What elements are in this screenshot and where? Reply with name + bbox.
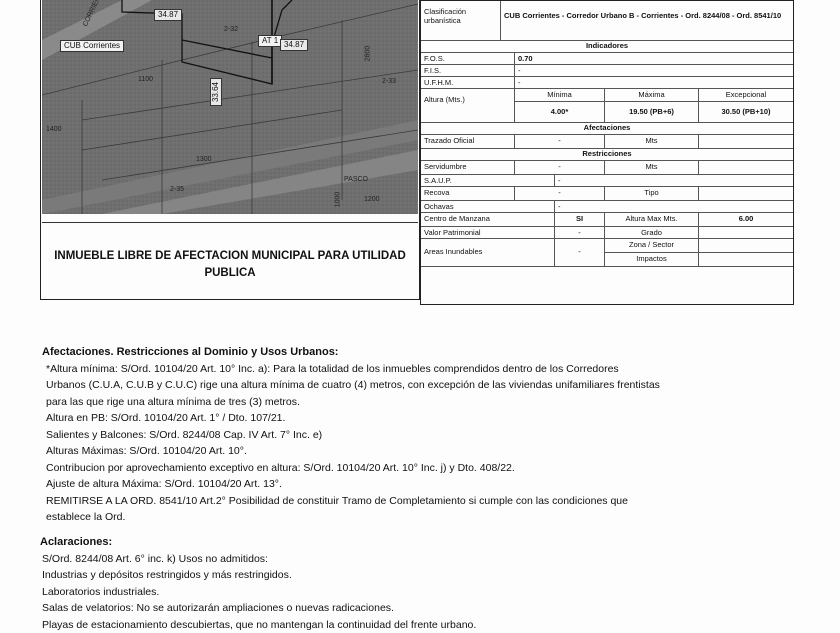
parcel-number: 2800 — [364, 46, 371, 62]
minima-value: 4.00* — [515, 102, 605, 122]
altura-max-label: Altura Max Mts. — [605, 213, 699, 226]
table-row — [421, 175, 793, 187]
text-line: REMITIRSE A LA ORD. 8541/10 Art.2° Posibilidad de constituir Tramo de Completamiento si cumple con las condiciones que — [46, 493, 822, 510]
grado-label: Grado — [605, 227, 699, 238]
maxima-value: 19.50 (PB+6) — [605, 102, 699, 122]
fis-label: F.I.S. — [421, 65, 515, 76]
fos-value: 0.70 — [515, 53, 793, 64]
trazado-extra — [699, 135, 793, 148]
servidumbre-extra — [699, 161, 793, 174]
at-label: AT 1 — [258, 35, 282, 47]
minima-label: Mínima — [515, 89, 605, 102]
text-line: Alturas Máximas: S/Ord. 10104/20 Art. 10°. — [46, 443, 822, 460]
saup-label: S.A.U.P. — [421, 175, 555, 186]
table-row — [421, 213, 793, 227]
dimension-label: 34.87 — [280, 39, 308, 51]
table-row — [421, 65, 793, 77]
maxima-label: Máxima — [605, 89, 699, 102]
text-line: *Altura mínima: S/Ord. 10104/20 Art. 10° Inc. a): Para la totalidad de los inmuebles comprendidos dentro de los Corredores — [46, 361, 822, 378]
recova-extra — [699, 187, 793, 200]
dimension-label: 34.87 — [154, 9, 182, 21]
afectaciones-header: Afectaciones — [421, 123, 793, 135]
parcel-number: 1100 — [138, 76, 153, 83]
ochavas-value: - — [555, 201, 793, 212]
text-line: Laboratorios industriales. — [42, 584, 820, 601]
grado-value — [699, 227, 793, 238]
ufhm-label: U.F.H.M. — [421, 77, 515, 88]
table-row — [421, 227, 793, 239]
zoning-table — [420, 0, 794, 305]
impactos-label: Impactos — [605, 253, 699, 267]
table-row — [421, 239, 793, 267]
notice-box — [42, 228, 418, 298]
parcel-number: 1300 — [196, 156, 212, 163]
parcel-number: 1000 — [334, 192, 341, 208]
parcel-number: 2-35 — [170, 186, 184, 193]
text-line: S/Ord. 8244/08 Art. 6° inc. k) Usos no admitidos: — [42, 551, 820, 568]
excepcional-label: Excepcional — [699, 89, 793, 102]
text-line: Urbanos (C.U.A, C.U.B y C.U.C) rige una altura mínima de cuatro (4) metros, con excepción de las viviendas unifamiliares frentistas — [46, 377, 822, 394]
divider — [42, 222, 418, 223]
street-label-pasco: PASCO — [344, 176, 368, 183]
patrimonial-value: - — [555, 227, 605, 238]
impactos-value — [699, 253, 793, 267]
parcel-number: 1200 — [364, 196, 380, 203]
afectaciones-title: Afectaciones. Restricciones al Dominio y Usos Urbanos: — [42, 344, 822, 361]
ochavas-label: Ochavas — [421, 201, 555, 212]
text-line: Salas de velatorios: No se autorizarán ampliaciones o nuevas radicaciones. — [42, 600, 820, 617]
aclaraciones-section — [40, 534, 820, 633]
centro-value: SI — [555, 213, 605, 226]
ufhm-value: - — [515, 77, 793, 88]
parcel-number: 2-33 — [382, 78, 396, 85]
text-line: Altura en PB: S/Ord. 10104/20 Art. 1° / Dto. 107/21. — [46, 410, 822, 427]
centro-label: Centro de Manzana — [421, 213, 555, 226]
patrimonial-label: Valor Patrimonial — [421, 227, 555, 238]
servidumbre-value: - — [515, 161, 605, 174]
text-line: Salientes y Balcones: S/Ord. 8244/08 Cap. IV Art. 7° Inc. e) — [46, 427, 822, 444]
table-row — [421, 161, 793, 175]
clasificacion-label: Clasificación urbanística — [421, 1, 501, 40]
inundables-label: Areas Inundables — [421, 239, 555, 266]
altura-max-value: 6.00 — [699, 213, 793, 226]
street-label-cub-corrientes: CUB Corrientes — [60, 40, 124, 52]
recova-value: - — [515, 187, 605, 200]
restricciones-header: Restricciones — [421, 149, 793, 161]
dimension-label: 33.64 — [210, 78, 222, 106]
mts-label: Mts — [605, 135, 699, 148]
recova-label: Recova — [421, 187, 515, 200]
text-line: Ajuste de altura Máxima: S/Ord. 10104/20 Art. 13°. — [46, 476, 822, 493]
mts-label: Mts — [605, 161, 699, 174]
parcel-number: 1400 — [46, 126, 62, 133]
text-line: Contribucion por aprovechamiento exceptivo en altura: S/Ord. 10104/20 Art. 10° Inc. j) y Dto. 408/22. — [46, 460, 822, 477]
fos-label: F.O.S. — [421, 53, 515, 64]
table-row — [421, 201, 793, 213]
excepcional-value: 30.50 (PB+10) — [699, 102, 793, 122]
afectaciones-section — [42, 344, 822, 526]
table-row — [421, 1, 793, 41]
parcel-number: 2-32 — [224, 26, 238, 33]
table-row — [421, 187, 793, 201]
zona-value — [699, 239, 793, 253]
fis-value: - — [515, 65, 793, 76]
text-line: Industrias y depósitos restringidos y más restringidos. — [42, 567, 820, 584]
table-row — [421, 89, 793, 123]
indicadores-header: Indicadores — [421, 41, 793, 53]
altura-label: Altura (Mts.) — [421, 89, 515, 122]
table-row — [421, 53, 793, 65]
aclaraciones-title: Aclaraciones: — [40, 534, 820, 551]
text-line: establece la Ord. — [46, 509, 822, 526]
clasificacion-value: CUB Corrientes - Corredor Urbano B - Corrientes - Ord. 8244/08 - Ord. 8541/10 — [501, 1, 793, 40]
text-line: Playas de estacionamiento descubiertas, que no mantengan la continuidad del frente urbano. — [42, 617, 820, 633]
tipo-label: Tipo — [605, 187, 699, 200]
servidumbre-label: Servidumbre — [421, 161, 515, 174]
table-row — [421, 77, 793, 89]
table-row — [421, 135, 793, 149]
notice-line-2: PUBLICA — [42, 265, 418, 282]
trazado-label: Trazado Oficial — [421, 135, 515, 148]
text-line: para las que rige una altura mínima de tres (3) metros. — [46, 394, 822, 411]
saup-value: - — [555, 175, 793, 186]
inundables-value: - — [555, 239, 605, 266]
trazado-value: - — [515, 135, 605, 148]
zona-label: Zona / Sector — [605, 239, 699, 253]
notice-line-1: INMUEBLE LIBRE DE AFECTACION MUNICIPAL PARA UTILIDAD — [42, 248, 418, 265]
